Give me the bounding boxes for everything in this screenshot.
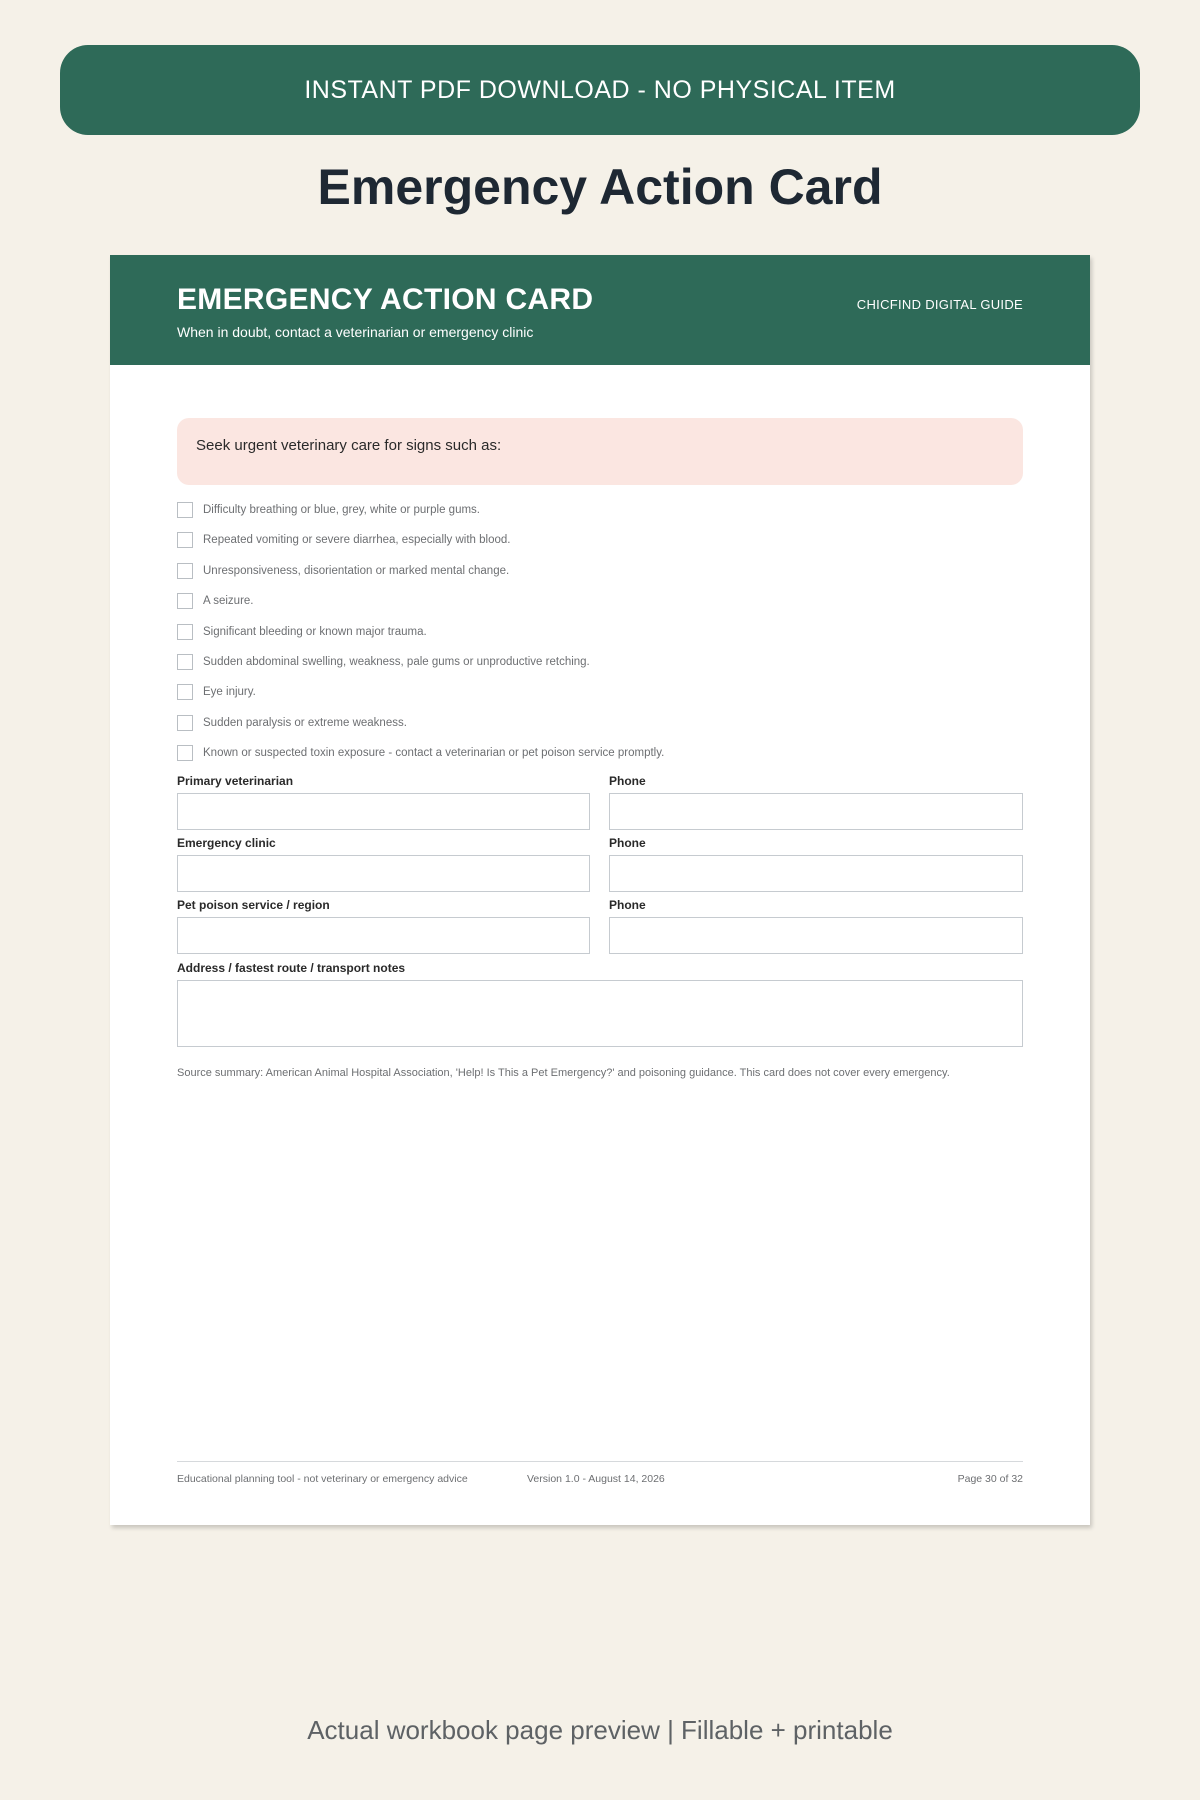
checkbox[interactable]: [177, 593, 193, 609]
checkbox[interactable]: [177, 715, 193, 731]
warning-signs-checklist: [177, 502, 1023, 776]
checklist-label: Sudden paralysis or extreme weakness.: [203, 716, 407, 729]
checklist-item: [177, 593, 1023, 623]
checklist-item: [177, 715, 1023, 745]
checklist-label: Known or suspected toxin exposure - contact a veterinarian or pet poison service promptly.: [203, 747, 665, 760]
checklist-item: [177, 654, 1023, 684]
emergency-clinic-field[interactable]: [177, 855, 590, 892]
checkbox[interactable]: [177, 684, 193, 700]
checklist-item: [177, 684, 1023, 714]
footer-page-number: Page 30 of 32: [957, 1473, 1023, 1485]
footer-version: Version 1.0 - August 14, 2026: [527, 1473, 665, 1485]
checkbox[interactable]: [177, 745, 193, 761]
checkbox[interactable]: [177, 654, 193, 670]
checklist-label: Eye injury.: [203, 686, 256, 699]
checklist-label: Repeated vomiting or severe diarrhea, especially with blood.: [203, 534, 511, 547]
primary-vet-field[interactable]: [177, 793, 590, 830]
poison-service-phone-field[interactable]: [609, 917, 1023, 954]
checklist-label: Unresponsiveness, disorientation or marked mental change.: [203, 564, 510, 577]
page-title: Emergency Action Card: [317, 159, 883, 215]
preview-caption: Actual workbook page preview | Fillable + printable: [307, 1715, 893, 1745]
checkbox[interactable]: [177, 502, 193, 518]
urgent-care-alert: [177, 418, 1023, 485]
primary-vet-phone-label: Phone: [609, 774, 646, 788]
source-summary: Source summary: American Animal Hospital Association, 'Help! Is This a Pet Emergency?' and poisoning guidance. This card does not cover every emergency.: [177, 1067, 950, 1079]
emergency-clinic-label: Emergency clinic: [177, 836, 276, 850]
checklist-item: [177, 624, 1023, 654]
checklist-item: [177, 563, 1023, 593]
checkbox[interactable]: [177, 532, 193, 548]
alert-text: Seek urgent veterinary care for signs such as:: [196, 437, 502, 454]
footer-disclaimer: Educational planning tool - not veterinary or emergency advice: [177, 1473, 468, 1485]
emergency-clinic-phone-field[interactable]: [609, 855, 1023, 892]
checklist-label: Significant bleeding or known major trauma.: [203, 625, 427, 638]
poison-service-phone-label: Phone: [609, 898, 646, 912]
download-banner: [60, 45, 1140, 135]
workbook-page-preview: [110, 255, 1090, 1525]
poison-service-label: Pet poison service / region: [177, 898, 330, 912]
card-subtitle: When in doubt, contact a veterinarian or emergency clinic: [177, 324, 534, 340]
checkbox[interactable]: [177, 624, 193, 640]
brand-label: CHICFIND DIGITAL GUIDE: [856, 297, 1023, 312]
checklist-label: A seizure.: [203, 595, 254, 608]
footer-divider: [177, 1461, 1023, 1462]
emergency-clinic-phone-label: Phone: [609, 836, 646, 850]
checkbox[interactable]: [177, 563, 193, 579]
card-title: EMERGENCY ACTION CARD: [177, 283, 594, 316]
checklist-item: [177, 532, 1023, 562]
card-header: [110, 255, 1090, 365]
primary-vet-label: Primary veterinarian: [177, 774, 294, 788]
checklist-item: [177, 745, 1023, 775]
banner-text: INSTANT PDF DOWNLOAD - NO PHYSICAL ITEM: [304, 75, 896, 104]
poison-service-field[interactable]: [177, 917, 590, 954]
checklist-label: Difficulty breathing or blue, grey, white or purple gums.: [203, 504, 480, 516]
checklist-label: Sudden abdominal swelling, weakness, pale gums or unproductive retching.: [203, 655, 590, 668]
primary-vet-phone-field[interactable]: [609, 793, 1023, 830]
address-label: Address / fastest route / transport notes: [177, 961, 406, 975]
checklist-item: [177, 502, 1023, 532]
address-notes-field[interactable]: [177, 980, 1023, 1047]
